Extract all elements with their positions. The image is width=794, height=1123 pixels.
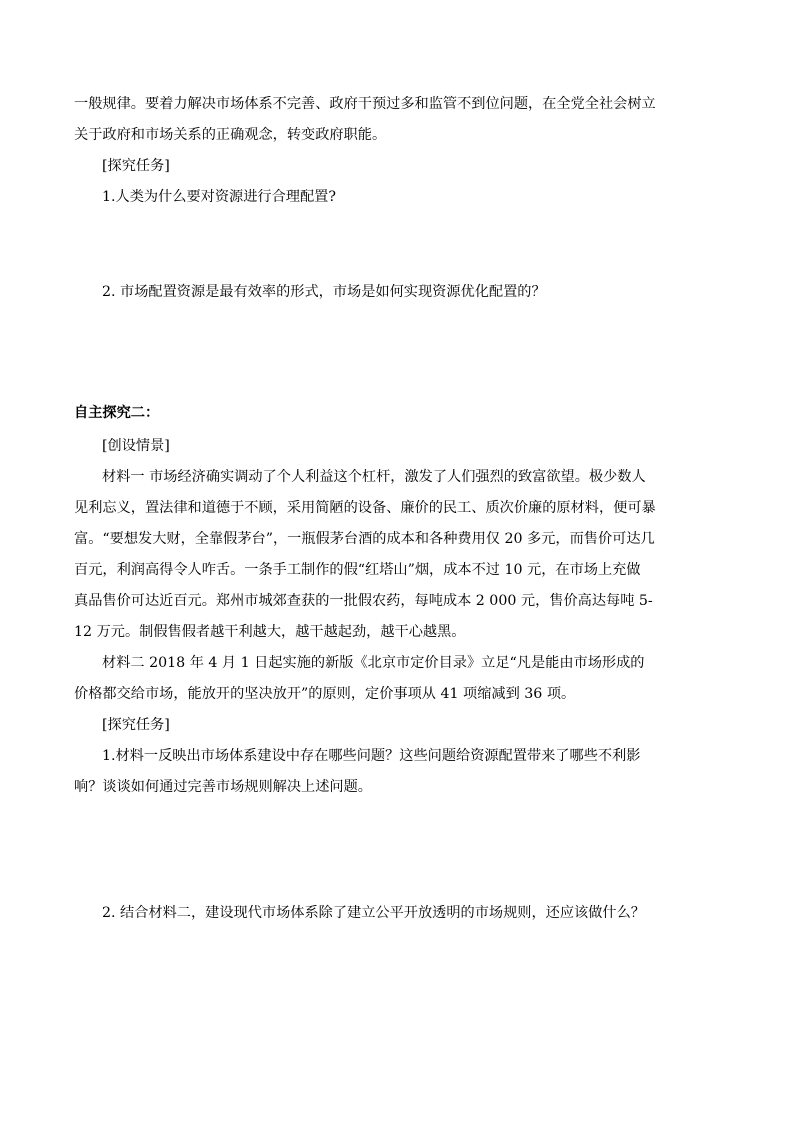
material1-line-4: 百元，利润高得令人咋舌。一条手工制作的假“红塔山”烟，成本不过 10 元，在市场上充做: [74, 562, 641, 578]
question-1-2: 2. 市场配置资源是最有效率的形式，市场是如何实现资源优化配置的？: [102, 284, 546, 300]
task-heading-1: [探究任务]: [102, 158, 170, 174]
scenario-heading: [创设情景]: [102, 438, 170, 454]
material1-line-1: 材料一 市场经济确实调动了个人利益这个杠杆，激发了人们强烈的致富欲望。极少数人: [102, 469, 646, 485]
question-2-2: 2. 结合材料二，建设现代市场体系除了建立公平开放透明的市场规则，还应该做什么？: [102, 905, 645, 921]
task-heading-2: [探究任务]: [102, 717, 170, 733]
material1-line-3: 富。“要想发大财，全靠假茅台”，一瓶假茅台酒的成本和各种费用仅 20 多元，而售价可达几: [74, 531, 655, 547]
question-2-1-line-2: 响？谈谈如何通过完善市场规则解决上述问题。: [74, 779, 372, 795]
material2-line-1: 材料二 2018 年 4 月 1 日起实施的新版《北京市定价目录》立足“凡是能由市场形成的: [102, 655, 645, 671]
material1-line-5: 真品售价可达近百元。郑州市城郊查获的一批假农药，每吨成本 2 000 元，售价高达每吨 5-: [74, 593, 653, 609]
material1-line-2: 见利忘义，置法律和道德于不顾，采用简陋的设备、廉价的民工、质次价廉的原材料，便可暴: [74, 500, 656, 516]
intro-line-2: 关于政府和市场关系的正确观念，转变政府职能。: [74, 127, 387, 143]
material2-line-2: 价格都交给市场，能放开的坚决放开”的原则，定价事项从 41 项缩减到 36 项。: [74, 686, 576, 702]
intro-line-1: 一般规律。要着力解决市场体系不完善、政府干预过多和监管不到位问题，在全党全社会树立: [74, 96, 656, 112]
question-1-1: 1.人类为什么要对资源进行合理配置?: [102, 189, 336, 205]
question-2-1-line-1: 1.材料一反映出市场体系建设中存在哪些问题？这些问题给资源配置带来了哪些不利影: [102, 748, 641, 764]
material1-line-6: 12 万元。制假售假者越干利越大，越干越起劲，越干心越黑。: [74, 624, 466, 640]
section-title: 自主探究二：: [74, 405, 160, 421]
